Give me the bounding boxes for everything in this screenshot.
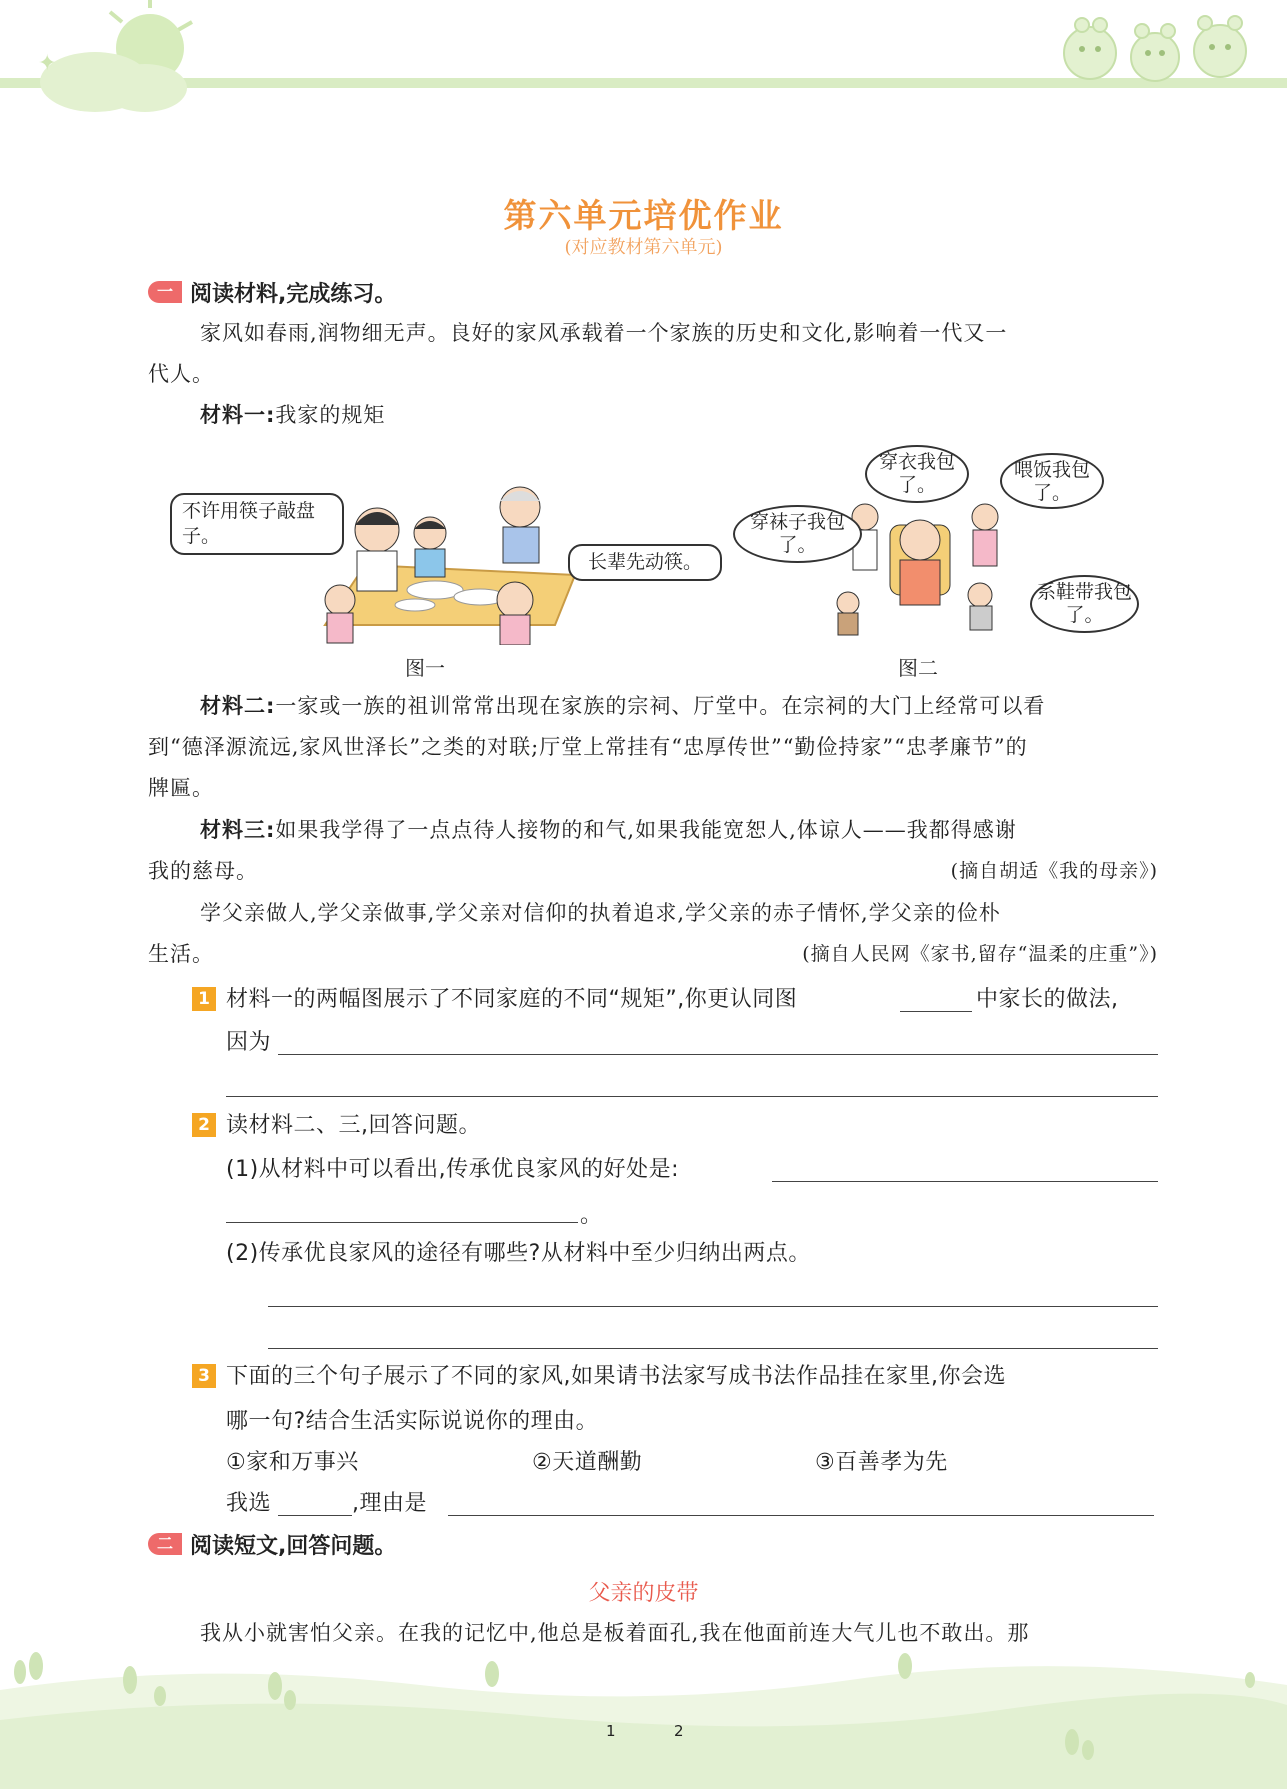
- question-1-text-c: 因为: [226, 1030, 272, 1055]
- intro-line-2: 代人。: [148, 362, 214, 386]
- question-3-number: 3: [192, 1364, 216, 1388]
- intro-line-1: 家风如春雨,润物细无声。良好的家风承载着一个家族的历史和文化,影响着一代又一: [200, 321, 1008, 345]
- material3-line-4: 生活。: [148, 942, 214, 966]
- page-number-left: 1: [606, 1722, 616, 1740]
- page-number-right: 2: [674, 1722, 684, 1740]
- svg-text:✦: ✦: [38, 51, 57, 76]
- material2-line-2: 到“德泽源流远,家风世泽长”之类的对联;厅堂上常挂有“忠厚传世”“勤俭持家”“忠孝廉节”的: [148, 735, 1028, 759]
- question-1-number: 1: [192, 987, 216, 1011]
- material1-heading: [200, 395, 385, 436]
- section-title-2: 阅读短文,回答问题。: [190, 1534, 397, 1559]
- question-1-text-a: 材料一的两幅图展示了不同家庭的不同“规矩”,你更认同图: [226, 987, 798, 1012]
- material2-line-3: 牌匾。: [148, 776, 214, 800]
- figure1-illustration: [305, 485, 575, 645]
- figure2-bubble-top: 穿衣我包了。: [865, 445, 969, 503]
- section-title-1: 阅读材料,完成练习。: [190, 282, 397, 307]
- question-3-line-2: 哪一句?结合生活实际说说你的理由。: [226, 1409, 599, 1434]
- animal-faces-decoration: [1060, 15, 1260, 85]
- figure2-bubble-left: 穿袜子我包了。: [733, 505, 862, 563]
- story-title: 父亲的皮带: [588, 1581, 699, 1606]
- figure1-bubble-right: 长辈先动筷。: [568, 544, 722, 581]
- question-2-sub-1-end: 。: [580, 1203, 603, 1228]
- question-1-answer-line-1[interactable]: [278, 1054, 1158, 1055]
- question-3-option-2: ②天道酬勤: [532, 1450, 643, 1475]
- question-2-sub-2-line-1[interactable]: [268, 1306, 1158, 1307]
- section-badge-1: 一: [148, 281, 182, 303]
- page-title: 第六单元培优作业: [503, 196, 784, 235]
- material1-label: 材料一:: [200, 403, 276, 427]
- question-1-blank-figure[interactable]: [900, 1011, 972, 1012]
- figure1-caption: 图一: [405, 656, 445, 680]
- question-3-option-3: ③百善孝为先: [815, 1450, 948, 1475]
- figure2-bubble-bottomright: 系鞋带我包了。: [1030, 575, 1139, 633]
- figure2-bubble-topright: 喂饭我包了。: [1000, 453, 1104, 509]
- figure1-bubble-left: 不许用筷子敲盘子。: [170, 493, 344, 555]
- question-3-blank-choice[interactable]: [278, 1515, 352, 1516]
- question-3-option-1: ①家和万事兴: [226, 1450, 359, 1475]
- question-3-reason-line[interactable]: [448, 1515, 1154, 1516]
- question-2-text: 读材料二、三,回答问题。: [226, 1113, 481, 1138]
- question-2-sub-1: (1)从材料中可以看出,传承优良家风的好处是:: [226, 1157, 680, 1182]
- material3-source: (摘自胡适《我的母亲》): [950, 860, 1158, 882]
- material3-line-3: 学父亲做人,学父亲做事,学父亲对信仰的执着追求,学父亲的赤子情怀,学父亲的俭朴: [200, 901, 1001, 925]
- material2-text-1: 一家或一族的祖训常常出现在家族的宗祠、厅堂中。在宗祠的大门上经常可以看: [275, 694, 1046, 718]
- material3-source-2: (摘自人民网《家书,留存“温柔的庄重”》): [802, 943, 1158, 965]
- sun-cloud-decoration: [0, 0, 260, 120]
- question-2-sub-2: (2)传承优良家风的途径有哪些?从材料中至少归纳出两点。: [226, 1241, 811, 1266]
- material2-line-1: [200, 686, 1045, 727]
- question-2-number: 2: [192, 1113, 216, 1137]
- material3-line-2: 我的慈母。: [148, 859, 258, 883]
- material3-line-1: [200, 810, 1017, 851]
- page-subtitle: (对应教材第六单元): [564, 237, 723, 258]
- question-2-sub-1-line-a[interactable]: [772, 1181, 1158, 1182]
- figure2-caption: 图二: [898, 656, 938, 680]
- question-2-sub-1-line-b[interactable]: [226, 1222, 578, 1223]
- story-line-1: 我从小就害怕父亲。在我的记忆中,他总是板着面孔,我在他面前连大气儿也不敢出。那: [200, 1621, 1030, 1645]
- question-3-reason-label: ,理由是: [352, 1491, 427, 1516]
- question-2-sub-2-line-2[interactable]: [268, 1348, 1158, 1349]
- material2-label: 材料二:: [200, 694, 276, 718]
- material1-text: 我家的规矩: [275, 403, 386, 427]
- question-1-answer-line-2[interactable]: [226, 1096, 1158, 1097]
- question-1-text-b: 中家长的做法,: [976, 987, 1119, 1012]
- question-3-answer-label: 我选: [226, 1491, 272, 1516]
- hills-decoration: [0, 1650, 1287, 1789]
- question-3-line-1: 下面的三个句子展示了不同的家风,如果请书法家写成书法作品挂在家里,你会选: [226, 1364, 1006, 1389]
- material3-text-1: 如果我学得了一点点待人接物的和气,如果我能宽恕人,体谅人——我都得感谢: [275, 818, 1017, 842]
- section-badge-2: 二: [148, 1533, 182, 1555]
- material3-label: 材料三:: [200, 818, 276, 842]
